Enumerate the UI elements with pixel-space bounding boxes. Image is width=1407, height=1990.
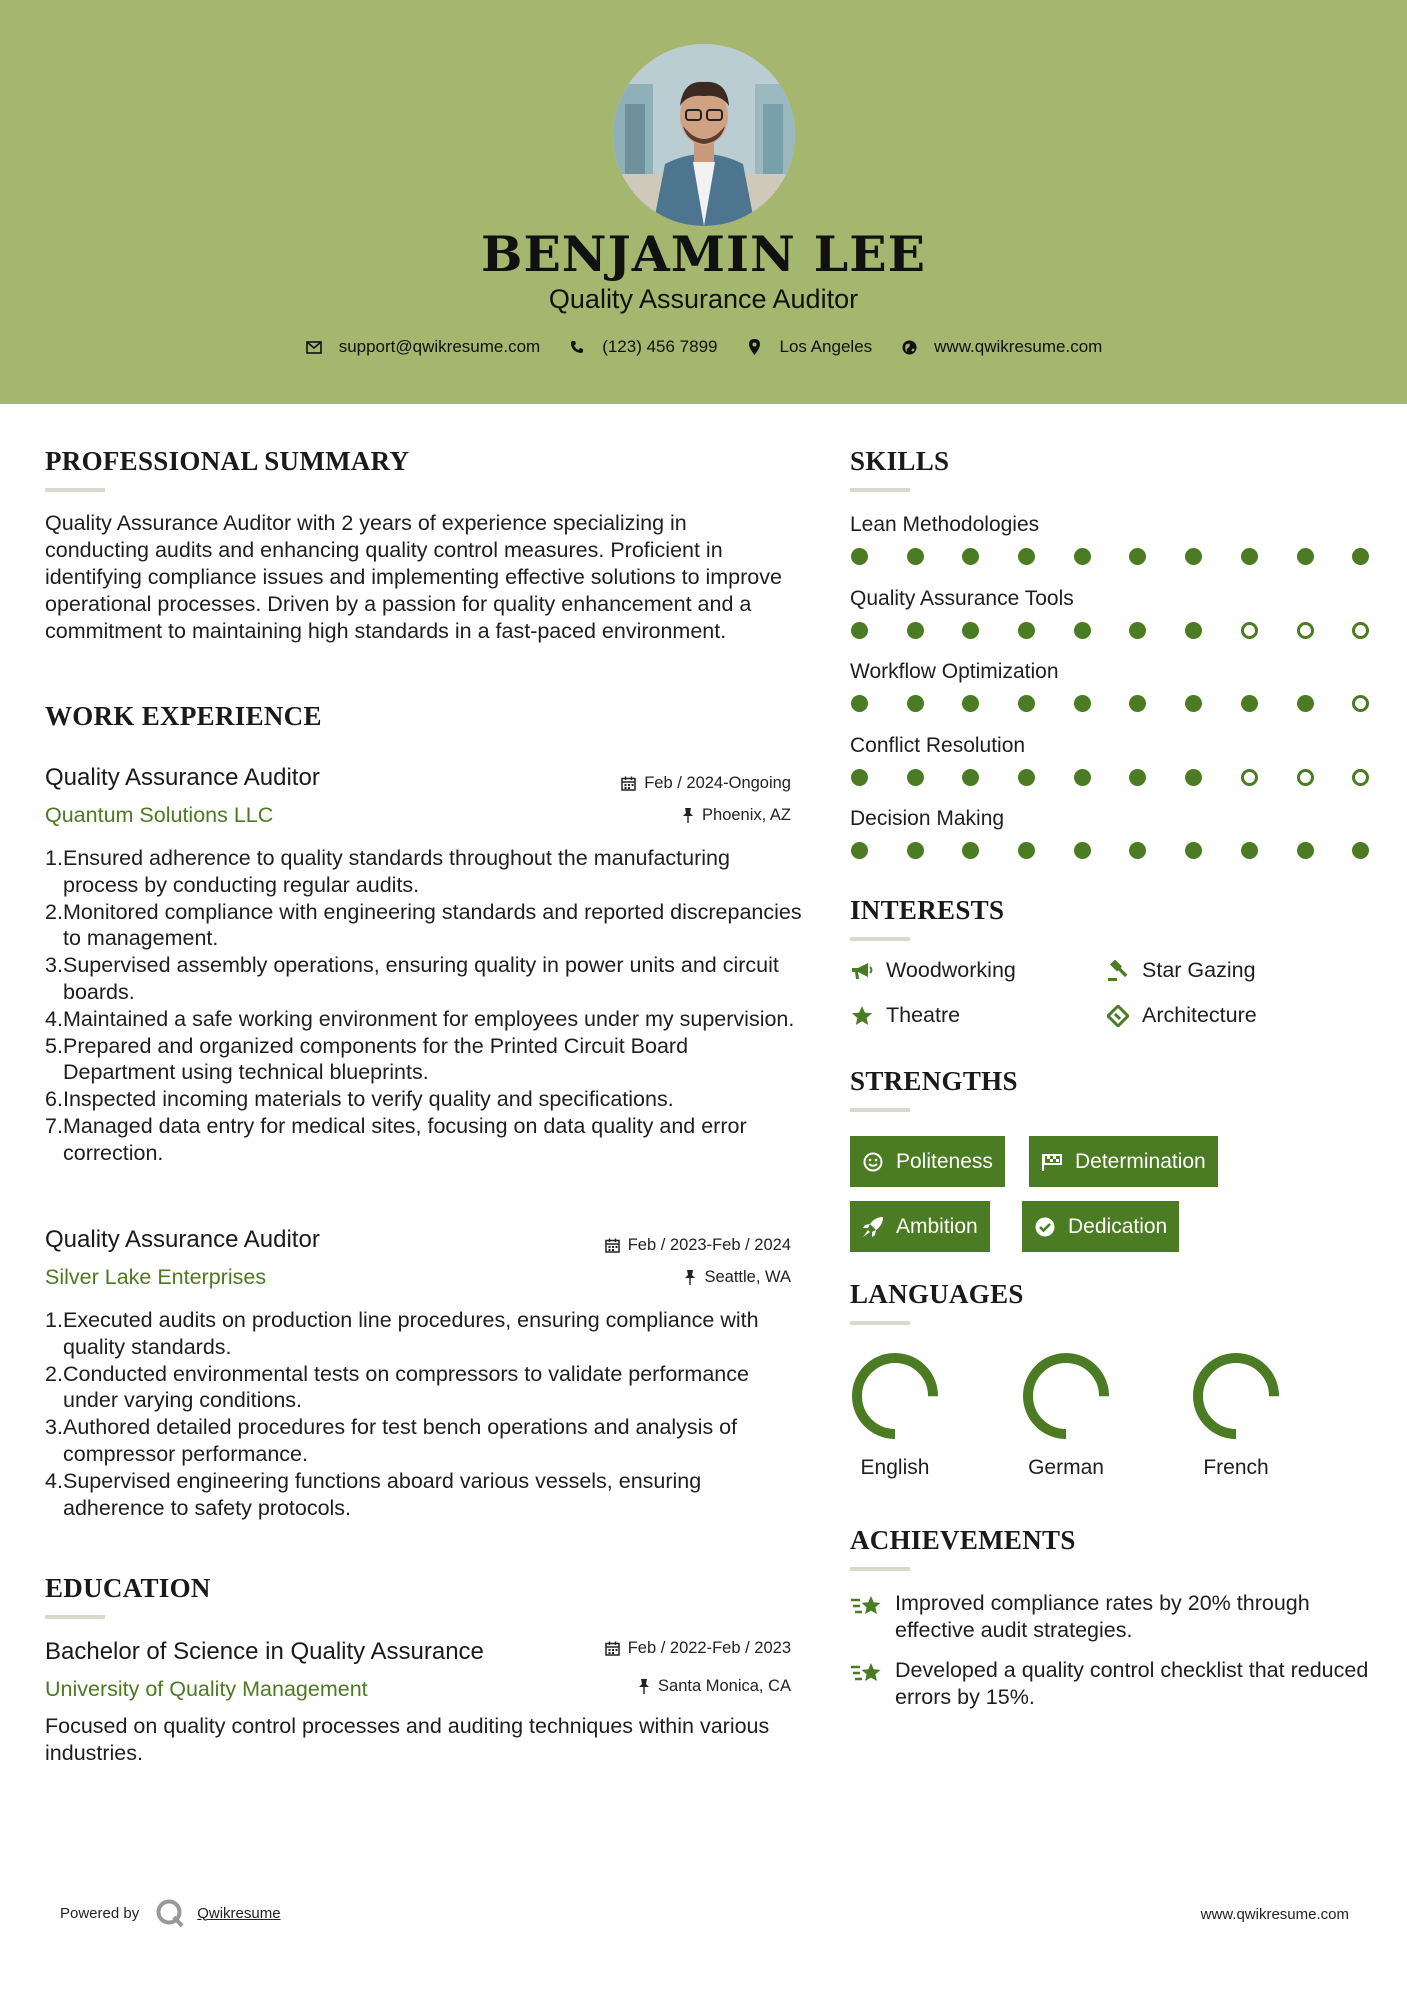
interest-item: Theatre [850,1003,960,1028]
summary-heading: PROFESSIONAL SUMMARY [45,446,410,476]
rating-dot [1297,769,1314,786]
language-progress-ring [1022,1352,1110,1440]
interest-item: Star Gazing [1106,958,1256,983]
rating-dot [962,695,979,712]
pushpin-icon [684,1270,696,1285]
rating-dot [1297,695,1314,712]
rating-dot [1241,769,1258,786]
globe-icon [900,338,918,356]
list-item: 1. Executed audits on production line procedures, ensuring compliance with quality standards. [45,1308,759,1359]
rating-dot [1074,548,1091,565]
experience-heading: WORK EXPERIENCE [45,701,322,731]
skills-underline [850,488,910,492]
language-item [835,1352,955,1480]
interests-heading: INTERESTS [850,895,1005,925]
language-name: French [1203,1456,1269,1479]
rating-dot [1297,548,1314,565]
rating-dot [1074,622,1091,639]
ticket-icon [1106,1004,1130,1028]
language-item [1176,1352,1296,1480]
language-ring-arc [1198,1358,1274,1434]
rating-dot [907,622,924,639]
calendar-icon [621,776,636,791]
star-icon [850,1004,874,1028]
language-name: German [1028,1456,1104,1479]
education-underline [45,1615,105,1619]
strength-badge: Politeness [850,1136,1005,1187]
pushpin-icon [682,808,694,823]
list-item: 2. Conducted environmental tests on compressors to validate performance under varying conditions. [45,1361,749,1413]
rating-dot [962,842,979,859]
rating-dot [1241,842,1258,859]
list-item: 5. Prepared and organized components for the Printed Circuit Board Department using technical blueprints. [45,1033,689,1085]
qwikresume-logo-icon [155,1898,185,1928]
education-dates-text: Feb / 2022-Feb / 2023 [627,1639,791,1657]
qwikresume-link[interactable]: Qwikresume [197,1904,281,1922]
contact-email[interactable] [305,337,541,357]
skill-name: Lean Methodologies [850,513,1040,536]
achievements-underline [850,1567,910,1571]
calendar-icon [605,1238,620,1253]
education-dates [605,1639,791,1658]
rating-dot [1018,695,1035,712]
rating-dot [1352,622,1369,639]
rating-dot [851,548,868,565]
list-item: 2. Monitored compliance with engineering standards and reported discrepancies to management. [45,899,802,951]
job-company: Silver Lake Enterprises [45,1265,267,1289]
summary-text: Quality Assurance Auditor with 2 years of experience specializing in conducting audits and enhancing quality control measures. Proficient in identifying compliance issues and implementing effective solutions to improve operational processes. Driven by a passion for quality enhancement and a commitment to maintaining high standards in a fast-paced environment. [45,511,782,643]
rating-dot [907,695,924,712]
smile-icon [862,1151,884,1173]
strength-badge: Determination [1029,1136,1218,1187]
languages-heading: LANGUAGES [850,1279,1024,1309]
skill-name: Workflow Optimization [850,660,1059,683]
rating-dot [1352,842,1369,859]
language-ring-arc [1028,1358,1104,1434]
skill-rating [851,695,1407,712]
job-duties-list [45,845,805,1167]
rating-dot [962,622,979,639]
skill-rating [851,842,1407,859]
rating-dot [1129,695,1146,712]
rating-dot [851,695,868,712]
job-location-text: Seattle, WA [704,1268,791,1286]
skill-rating [851,548,1407,565]
education-location-text: Santa Monica, CA [658,1677,791,1695]
skills-heading: SKILLS [850,446,950,476]
rating-dot [1352,769,1369,786]
rating-dot [851,622,868,639]
gavel-icon [1106,959,1130,983]
pushpin-icon [638,1679,650,1694]
rating-dot [1185,695,1202,712]
rating-dot [1018,548,1035,565]
contact-phone[interactable] [568,337,717,357]
list-item: 6. Inspected incoming materials to verify quality and specifications. [45,1087,674,1112]
rating-dot [1129,842,1146,859]
calendar-icon [605,1641,620,1656]
rating-dot [1074,695,1091,712]
rating-dot [1297,842,1314,859]
list-item: 4. Supervised engineering functions aboard various vessels, ensuring adherence to safety protocols. [45,1468,702,1520]
contact-location-text: Los Angeles [779,337,873,356]
rocket-icon [862,1216,884,1238]
education-heading: EDUCATION [45,1573,211,1603]
job-location [682,806,791,825]
rating-dot [1352,695,1369,712]
achievement-item: Improved compliance rates by 20% through effective audit strategies. [850,1590,1370,1644]
achievement-item: Developed a quality control checklist that reduced errors by 15%. [850,1657,1370,1711]
footer-powered-by: Powered by Qwikresume [60,1898,281,1928]
rating-dot [1185,769,1202,786]
header-banner [0,0,1407,404]
list-item: 7. Managed data entry for medical sites, focusing on data quality and error correction. [45,1113,747,1165]
summary-underline [45,488,105,492]
shooting-star-icon [850,1659,884,1689]
job-dates [605,1236,791,1255]
rating-dot [1241,622,1258,639]
rating-dot [907,548,924,565]
rating-dot [851,769,868,786]
interest-item: Woodworking [850,958,1016,983]
school-name: University of Quality Management [45,1677,368,1701]
candidate-name: BENJAMIN LEE [481,225,926,283]
list-item: 4. Maintained a safe working environment for employees under my supervision. [45,1006,795,1031]
rating-dot [1074,842,1091,859]
language-progress-ring [851,1352,939,1440]
education-location [638,1677,791,1696]
rating-dot [907,842,924,859]
skill-rating [851,769,1407,786]
job-company: Quantum Solutions LLC [45,803,274,827]
rating-dot [962,769,979,786]
skill-name: Decision Making [850,807,1005,830]
job-dates-text: Feb / 2024-Ongoing [644,774,791,792]
bullhorn-icon [850,959,874,983]
skill-rating [851,622,1407,639]
rating-dot [1185,622,1202,639]
language-name: English [860,1456,930,1479]
rating-dot [851,842,868,859]
rating-dot [907,769,924,786]
education-description: Focused on quality control processes and auditing techniques within various industries. [45,1714,770,1765]
rating-dot [1074,769,1091,786]
degree-title: Bachelor of Science in Quality Assurance [45,1638,484,1665]
flag-icon [1041,1151,1063,1173]
contact-phone-text: (123) 456 7899 [602,337,718,356]
rating-dot [1241,548,1258,565]
check-circle-icon [1034,1216,1056,1238]
list-item: 1. Ensured adherence to quality standards throughout the manufacturing process by conducting regular audits. [45,846,730,897]
phone-icon [568,338,586,356]
job-location-text: Phoenix, AZ [702,806,791,824]
job-dates-text: Feb / 2023-Feb / 2024 [627,1236,791,1254]
language-progress-ring [1192,1352,1280,1440]
rating-dot [1018,622,1035,639]
skill-name: Quality Assurance Tools [850,586,1074,610]
shooting-star-icon [850,1592,884,1622]
strengths-heading: STRENGTHS [850,1066,1018,1096]
profile-photo [613,44,795,226]
strength-badge: Dedication [1022,1201,1179,1252]
candidate-title: Quality Assurance Auditor [548,284,859,314]
contact-location [746,337,873,357]
map-marker-icon [746,338,764,356]
job-title: Quality Assurance Auditor [45,1226,320,1253]
rating-dot [1241,695,1258,712]
rating-dot [962,548,979,565]
interests-underline [850,937,910,941]
contact-website-text: www.qwikresume.com [934,337,1103,356]
envelope-icon [305,338,323,356]
job-title: Quality Assurance Auditor [45,764,320,791]
list-item: 3. Authored detailed procedures for test bench operations and analysis of compressor performance. [45,1415,738,1466]
interest-item: Architecture [1106,1003,1257,1028]
rating-dot [1297,622,1314,639]
achievements-heading: ACHIEVEMENTS [850,1525,1076,1555]
rating-dot [1129,769,1146,786]
language-item [1006,1352,1126,1480]
footer-url[interactable]: www.qwikresume.com [1200,1906,1349,1923]
rating-dot [1018,842,1035,859]
job-dates [621,774,791,793]
languages-underline [850,1321,910,1325]
strength-badge: Ambition [850,1201,990,1252]
list-item: 3. Supervised assembly operations, ensuring quality in power units and circuit boards. [45,953,779,1004]
contact-bar [0,337,1407,357]
rating-dot [1018,769,1035,786]
rating-dot [1129,622,1146,639]
skill-name: Conflict Resolution [850,733,1026,757]
contact-website[interactable] [900,337,1102,357]
job-location [684,1268,791,1287]
rating-dot [1185,842,1202,859]
contact-email-text: support@qwikresume.com [338,337,541,356]
language-ring-arc [857,1358,933,1434]
strengths-underline [850,1108,910,1112]
rating-dot [1185,548,1202,565]
job-duties-list [45,1307,805,1521]
rating-dot [1129,548,1146,565]
rating-dot [1352,548,1369,565]
